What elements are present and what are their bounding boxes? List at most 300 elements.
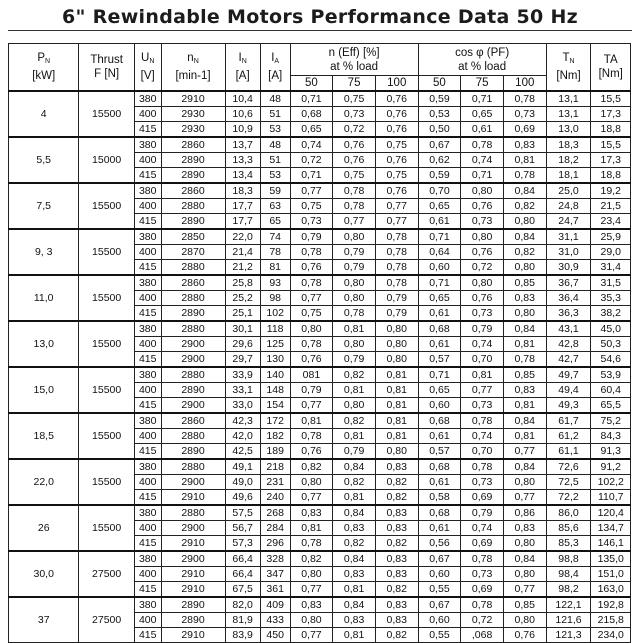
cell-starting-current: 240 (260, 490, 290, 506)
cell-voltage: 400 (134, 383, 161, 398)
cell-pf-75: 0,80 (461, 183, 504, 199)
cell-pf-50: 0,64 (418, 245, 461, 260)
cell-rated-current: 25,1 (225, 306, 260, 322)
cell-pf-50: 0,67 (418, 597, 461, 613)
title-divider (8, 30, 632, 31)
cell-pf-75: 0,81 (461, 367, 504, 383)
cell-rated-current: 17,7 (225, 199, 260, 214)
cell-eff-75: 0,75 (333, 91, 376, 107)
cell-rated-current: 42,5 (225, 444, 260, 460)
cell-eff-50: 0,76 (290, 352, 333, 368)
cell-eff-50: 0,80 (290, 321, 333, 337)
cell-pf-50: 0,71 (418, 275, 461, 291)
cell-thrust: 15500 (79, 183, 134, 229)
cell-rated-current: 42,0 (225, 429, 260, 444)
cell-pf-75: 0,72 (461, 260, 504, 276)
cell-speed: 2860 (161, 413, 225, 429)
cell-eff-100: 0,81 (375, 429, 418, 444)
cell-eff-100: 0,79 (375, 291, 418, 306)
cell-rated-torque: 13,1 (546, 107, 591, 122)
cell-rated-current: 13,7 (225, 137, 260, 153)
cell-speed: 2910 (161, 582, 225, 598)
cell-pf-75: 0,69 (461, 536, 504, 552)
cell-eff-50: 0,77 (290, 490, 333, 506)
cell-voltage: 415 (134, 214, 161, 230)
cell-pf-50: 0,62 (418, 153, 461, 168)
cell-eff-50: 0,71 (290, 91, 333, 107)
cell-eff-100: 0,76 (375, 91, 418, 107)
cell-eff-100: 0,83 (375, 613, 418, 628)
cell-pf-100: 0,81 (503, 337, 546, 352)
cell-pf-50: 0,61 (418, 337, 461, 352)
cell-voltage: 380 (134, 367, 161, 383)
cell-speed: 2890 (161, 383, 225, 398)
cell-pf-100: 0,80 (503, 214, 546, 230)
cell-rated-current: 83,9 (225, 628, 260, 643)
cell-rated-torque: 42,8 (546, 337, 591, 352)
cell-voltage: 415 (134, 122, 161, 138)
cell-rated-current: 29,6 (225, 337, 260, 352)
cell-eff-100: 0,81 (375, 413, 418, 429)
cell-starting-current: 328 (260, 551, 290, 567)
cell-eff-75: 0,84 (333, 505, 376, 521)
cell-starting-torque: 50,3 (591, 337, 631, 352)
cell-starting-torque: 45,0 (591, 321, 631, 337)
cell-rated-torque: 98,4 (546, 567, 591, 582)
cell-starting-torque: 19,2 (591, 183, 631, 199)
cell-pf-50: 0,65 (418, 199, 461, 214)
cell-pf-100: 0,78 (503, 91, 546, 107)
cell-starting-current: 189 (260, 444, 290, 460)
load-level-header: 100 (503, 76, 546, 92)
cell-starting-torque: 102,2 (591, 475, 631, 490)
cell-pf-75: 0,69 (461, 582, 504, 598)
cell-eff-50: 0,65 (290, 122, 333, 138)
cell-pf-100: 0,84 (503, 183, 546, 199)
cell-rated-current: 10,4 (225, 91, 260, 107)
cell-pf-50: 0,57 (418, 444, 461, 460)
cell-eff-100: 0,77 (375, 199, 418, 214)
cell-speed: 2860 (161, 275, 225, 291)
cell-rated-torque: 13,0 (546, 122, 591, 138)
cell-rated-torque: 31,0 (546, 245, 591, 260)
cell-starting-current: 48 (260, 137, 290, 153)
cell-eff-50: 0,75 (290, 306, 333, 322)
cell-pf-75: 0,69 (461, 490, 504, 506)
cell-eff-50: 0,80 (290, 475, 333, 490)
cell-voltage: 380 (134, 137, 161, 153)
cell-pf-100: 0,83 (503, 291, 546, 306)
cell-starting-current: 93 (260, 275, 290, 291)
cell-rated-torque: 18,1 (546, 168, 591, 184)
cell-eff-100: 0,83 (375, 597, 418, 613)
cell-pf-100: 0,81 (503, 153, 546, 168)
cell-speed: 2900 (161, 521, 225, 536)
col-header-power-factor: cos φ (PF) at % load (418, 44, 546, 76)
cell-eff-100: 0,80 (375, 444, 418, 460)
cell-eff-75: 0,79 (333, 245, 376, 260)
cell-speed: 2890 (161, 214, 225, 230)
cell-starting-current: 433 (260, 613, 290, 628)
cell-eff-100: 0,77 (375, 214, 418, 230)
cell-eff-75: 0,83 (333, 613, 376, 628)
cell-starting-torque: 91,3 (591, 444, 631, 460)
cell-rated-current: 49,1 (225, 459, 260, 475)
cell-rated-current: 82,0 (225, 597, 260, 613)
cell-pf-75: 0,77 (461, 383, 504, 398)
cell-pf-75: 0,79 (461, 321, 504, 337)
cell-pf-75: 0,80 (461, 275, 504, 291)
cell-rated-torque: 36,3 (546, 306, 591, 322)
cell-eff-50: 0,77 (290, 291, 333, 306)
cell-speed: 2860 (161, 137, 225, 153)
col-header-rated-current: $I_N$ [A] (225, 44, 260, 92)
cell-pf-50: 0,58 (418, 490, 461, 506)
cell-speed: 2890 (161, 444, 225, 460)
cell-starting-torque: 17,3 (591, 153, 631, 168)
cell-speed: 2890 (161, 168, 225, 184)
cell-rated-current: 49,0 (225, 475, 260, 490)
performance-table (8, 43, 631, 643)
cell-speed: 2880 (161, 260, 225, 276)
cell-rated-torque: 122,1 (546, 597, 591, 613)
cell-eff-100: 0,76 (375, 107, 418, 122)
cell-rated-current: 33,9 (225, 367, 260, 383)
cell-eff-75: 0,78 (333, 183, 376, 199)
cell-rated-current: 33,1 (225, 383, 260, 398)
cell-pf-50: 0,71 (418, 229, 461, 245)
cell-voltage: 380 (134, 91, 161, 107)
cell-pf-100: 0,78 (503, 168, 546, 184)
cell-pf-75: 0,76 (461, 291, 504, 306)
cell-starting-torque: 134,7 (591, 521, 631, 536)
cell-pf-50: 0,60 (418, 398, 461, 414)
cell-rated-current: 57,3 (225, 536, 260, 552)
cell-starting-torque: 25,9 (591, 229, 631, 245)
cell-rated-torque: 49,4 (546, 383, 591, 398)
cell-eff-75: 0,80 (333, 275, 376, 291)
cell-pf-50: 0,65 (418, 383, 461, 398)
cell-eff-75: 0,81 (333, 582, 376, 598)
col-header-starting-torque: TA [Nm] (591, 44, 631, 92)
cell-voltage: 415 (134, 168, 161, 184)
cell-rated-torque: 30,9 (546, 260, 591, 276)
cell-pf-100: 0,84 (503, 413, 546, 429)
cell-eff-50: 0,78 (290, 536, 333, 552)
cell-power: 26 (9, 505, 79, 551)
cell-speed: 2880 (161, 367, 225, 383)
cell-eff-75: 0,80 (333, 337, 376, 352)
cell-rated-torque: 72,2 (546, 490, 591, 506)
cell-rated-current: 49,6 (225, 490, 260, 506)
cell-voltage: 400 (134, 107, 161, 122)
cell-rated-torque: 24,7 (546, 214, 591, 230)
cell-pf-100: 0,80 (503, 536, 546, 552)
cell-starting-current: 118 (260, 321, 290, 337)
cell-starting-torque: 234,0 (591, 628, 631, 643)
cell-pf-100: 0,73 (503, 107, 546, 122)
cell-eff-50: 0,83 (290, 597, 333, 613)
cell-starting-torque: 54,6 (591, 352, 631, 368)
cell-power: 5,5 (9, 137, 79, 183)
cell-rated-current: 13,4 (225, 168, 260, 184)
load-level-header: 75 (461, 76, 504, 92)
cell-eff-50: 0,82 (290, 459, 333, 475)
cell-pf-100: 0,81 (503, 398, 546, 414)
cell-power: 13,0 (9, 321, 79, 367)
cell-power: 11,0 (9, 275, 79, 321)
cell-pf-75: 0,73 (461, 475, 504, 490)
cell-speed: 2930 (161, 122, 225, 138)
cell-rated-current: 81,9 (225, 613, 260, 628)
cell-starting-current: 409 (260, 597, 290, 613)
cell-pf-50: 0,59 (418, 91, 461, 107)
cell-pf-100: 0,81 (503, 429, 546, 444)
load-level-header: 100 (375, 76, 418, 92)
cell-eff-50: 0,81 (290, 413, 333, 429)
cell-eff-75: 0,81 (333, 383, 376, 398)
cell-thrust: 15500 (79, 367, 134, 413)
cell-starting-torque: 120,4 (591, 505, 631, 521)
cell-eff-100: 0,75 (375, 168, 418, 184)
cell-starting-torque: 60,4 (591, 383, 631, 398)
cell-rated-torque: 24,8 (546, 199, 591, 214)
cell-pf-100: 0,80 (503, 475, 546, 490)
cell-voltage: 400 (134, 291, 161, 306)
cell-pf-75: 0,76 (461, 245, 504, 260)
cell-pf-50: 0,60 (418, 260, 461, 276)
cell-pf-75: 0,78 (461, 597, 504, 613)
cell-eff-75: 0,82 (333, 475, 376, 490)
cell-eff-100: 0,80 (375, 321, 418, 337)
cell-starting-torque: 31,4 (591, 260, 631, 276)
cell-starting-torque: 18,8 (591, 168, 631, 184)
cell-eff-75: 0,84 (333, 597, 376, 613)
cell-starting-torque: 65,5 (591, 398, 631, 414)
cell-pf-100: 0,76 (503, 628, 546, 643)
cell-speed: 2890 (161, 613, 225, 628)
cell-power: 9, 3 (9, 229, 79, 275)
cell-eff-100: 0,82 (375, 536, 418, 552)
cell-rated-torque: 18,3 (546, 137, 591, 153)
cell-rated-current: 29,7 (225, 352, 260, 368)
cell-voltage: 400 (134, 475, 161, 490)
cell-starting-current: 296 (260, 536, 290, 552)
cell-voltage: 400 (134, 429, 161, 444)
cell-eff-75: 0,78 (333, 199, 376, 214)
cell-starting-torque: 38,2 (591, 306, 631, 322)
cell-speed: 2890 (161, 306, 225, 322)
cell-pf-100: 0,83 (503, 137, 546, 153)
cell-eff-75: 0,80 (333, 229, 376, 245)
cell-starting-current: 78 (260, 245, 290, 260)
cell-speed: 2910 (161, 628, 225, 643)
cell-speed: 2880 (161, 459, 225, 475)
cell-voltage: 415 (134, 398, 161, 414)
cell-pf-100: 0,86 (503, 505, 546, 521)
cell-starting-current: 182 (260, 429, 290, 444)
cell-pf-50: 0,57 (418, 352, 461, 368)
cell-starting-current: 148 (260, 383, 290, 398)
cell-pf-75: 0,76 (461, 199, 504, 214)
cell-eff-75: 0,79 (333, 444, 376, 460)
cell-rated-current: 57,5 (225, 505, 260, 521)
cell-eff-75: 0,77 (333, 214, 376, 230)
col-header-starting-current: $I_A$ [A] (260, 44, 290, 92)
cell-pf-75: 0,74 (461, 153, 504, 168)
cell-eff-100: 0,83 (375, 505, 418, 521)
cell-rated-current: 10,9 (225, 122, 260, 138)
table-row (9, 229, 631, 245)
cell-eff-50: 0,72 (290, 153, 333, 168)
cell-starting-current: 154 (260, 398, 290, 414)
cell-eff-50: 0,78 (290, 245, 333, 260)
cell-eff-50: 0,78 (290, 337, 333, 352)
cell-rated-current: 66,4 (225, 551, 260, 567)
cell-starting-torque: 53,9 (591, 367, 631, 383)
cell-rated-current: 25,8 (225, 275, 260, 291)
cell-rated-torque: 85,3 (546, 536, 591, 552)
cell-eff-75: 0,76 (333, 137, 376, 153)
cell-eff-75: 0,81 (333, 628, 376, 643)
cell-eff-75: 0,84 (333, 551, 376, 567)
cell-pf-50: 0,53 (418, 107, 461, 122)
cell-eff-75: 0,78 (333, 306, 376, 322)
cell-pf-75: 0,71 (461, 168, 504, 184)
cell-starting-torque: 163,0 (591, 582, 631, 598)
cell-rated-torque: 13,1 (546, 91, 591, 107)
load-level-header: 75 (333, 76, 376, 92)
cell-voltage: 380 (134, 551, 161, 567)
cell-rated-torque: 49,7 (546, 367, 591, 383)
cell-voltage: 415 (134, 490, 161, 506)
cell-eff-50: 0,77 (290, 582, 333, 598)
table-row (9, 183, 631, 199)
cell-voltage: 380 (134, 321, 161, 337)
cell-power: 30,0 (9, 551, 79, 597)
table-row (9, 367, 631, 383)
cell-pf-100: 0,80 (503, 306, 546, 322)
table-row (9, 413, 631, 429)
cell-eff-50: 0,79 (290, 383, 333, 398)
col-header-efficiency: n (Eff) [%] at % load (290, 44, 418, 76)
cell-eff-75: 0,76 (333, 153, 376, 168)
cell-pf-50: 0,61 (418, 214, 461, 230)
cell-rated-current: 42,3 (225, 413, 260, 429)
cell-pf-75: 0,74 (461, 521, 504, 536)
cell-pf-50: 0,56 (418, 536, 461, 552)
cell-starting-current: 59 (260, 183, 290, 199)
cell-speed: 2900 (161, 475, 225, 490)
cell-pf-100: 0,84 (503, 459, 546, 475)
cell-starting-current: 218 (260, 459, 290, 475)
col-header-power: $P_N$ [kW] (9, 44, 79, 92)
cell-eff-75: 0,75 (333, 168, 376, 184)
cell-pf-100: 0,69 (503, 122, 546, 138)
cell-eff-100: 0,80 (375, 337, 418, 352)
cell-speed: 2930 (161, 107, 225, 122)
cell-starting-torque: 29,0 (591, 245, 631, 260)
cell-eff-75: 0,81 (333, 429, 376, 444)
cell-speed: 2900 (161, 352, 225, 368)
cell-eff-50: 0,77 (290, 183, 333, 199)
cell-pf-50: 0,65 (418, 291, 461, 306)
cell-rated-current: 17,7 (225, 214, 260, 230)
cell-starting-current: 140 (260, 367, 290, 383)
table-row (9, 137, 631, 153)
page-title: 6" Rewindable Motors Performance Data 50 Hz (61, 6, 579, 28)
cell-rated-torque: 36,7 (546, 275, 591, 291)
cell-starting-current: 268 (260, 505, 290, 521)
cell-pf-50: 0,50 (418, 122, 461, 138)
table-row (9, 275, 631, 291)
cell-starting-torque: 135,0 (591, 551, 631, 567)
cell-starting-torque: 18,8 (591, 122, 631, 138)
cell-pf-75: 0,71 (461, 91, 504, 107)
cell-voltage: 400 (134, 245, 161, 260)
cell-eff-50: 0,79 (290, 229, 333, 245)
cell-rated-torque: 98,2 (546, 582, 591, 598)
cell-starting-torque: 215,8 (591, 613, 631, 628)
cell-starting-current: 63 (260, 199, 290, 214)
cell-eff-50: 0,75 (290, 199, 333, 214)
cell-eff-100: 0,81 (375, 383, 418, 398)
cell-rated-current: 18,3 (225, 183, 260, 199)
cell-starting-current: 125 (260, 337, 290, 352)
cell-speed: 2880 (161, 429, 225, 444)
cell-eff-50: 0,77 (290, 398, 333, 414)
table-row (9, 321, 631, 337)
cell-pf-100: 0,85 (503, 597, 546, 613)
cell-speed: 2910 (161, 490, 225, 506)
cell-eff-50: 0,78 (290, 275, 333, 291)
table-row (9, 91, 631, 107)
cell-eff-75: 0,81 (333, 490, 376, 506)
cell-pf-75: 0,78 (461, 551, 504, 567)
cell-starting-current: 53 (260, 168, 290, 184)
cell-starting-torque: 21,5 (591, 199, 631, 214)
cell-pf-75: 0,80 (461, 229, 504, 245)
cell-rated-torque: 72,6 (546, 459, 591, 475)
cell-eff-50: 0,80 (290, 567, 333, 582)
cell-starting-current: 231 (260, 475, 290, 490)
col-header-rated-torque: $T_N$ [Nm] (546, 44, 591, 92)
cell-starting-current: 51 (260, 153, 290, 168)
table-row (9, 459, 631, 475)
cell-voltage: 415 (134, 444, 161, 460)
cell-eff-50: 0,82 (290, 551, 333, 567)
cell-power: 37 (9, 597, 79, 643)
table-row (9, 597, 631, 613)
cell-thrust: 15500 (79, 459, 134, 505)
cell-eff-50: 0,68 (290, 107, 333, 122)
cell-voltage: 400 (134, 613, 161, 628)
cell-power: 7,5 (9, 183, 79, 229)
cell-voltage: 415 (134, 536, 161, 552)
cell-rated-current: 21,2 (225, 260, 260, 276)
cell-eff-75: 0,81 (333, 321, 376, 337)
cell-eff-100: 0,79 (375, 306, 418, 322)
cell-speed: 2870 (161, 245, 225, 260)
cell-pf-100: 0,83 (503, 383, 546, 398)
cell-pf-50: 0,55 (418, 582, 461, 598)
cell-starting-current: 48 (260, 91, 290, 107)
cell-pf-75: 0,73 (461, 567, 504, 582)
cell-voltage: 415 (134, 306, 161, 322)
cell-eff-100: 0,81 (375, 367, 418, 383)
cell-power: 22,0 (9, 459, 79, 505)
cell-pf-50: 0,60 (418, 567, 461, 582)
